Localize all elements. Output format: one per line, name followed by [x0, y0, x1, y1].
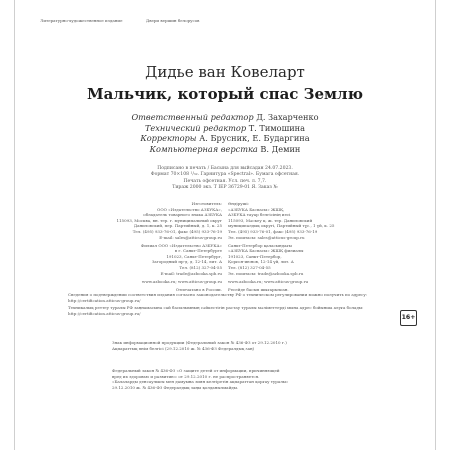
- credit-line: [0, 112, 450, 123]
- info-line: Филиал ООО «Издательство АЗБУКА»: [140, 242, 222, 248]
- credit-line: [0, 133, 450, 144]
- edition-note: Двери вершин белорусов: [146, 18, 200, 23]
- info-line: муниципалдық округі, Партийный тұс., 1 үй, к. 25: [228, 223, 335, 229]
- website-block: [80, 279, 222, 285]
- law-line: Ақпараттық өнім белгісі (29.12.2010 ж. № 436-ФЗ Федералдық заң): [112, 345, 255, 351]
- credit-role: Компьютерная верстка: [149, 143, 258, 154]
- credit-name: В. Демин: [260, 143, 301, 154]
- info-line: 191023, Санкт-Петербор,: [228, 253, 282, 259]
- info-line: www.azbooka.ru; www.atticus-group.ru: [141, 278, 222, 284]
- credits-block: [0, 112, 450, 154]
- info-line: Тел. (495) 933-76-01, факс (495) 933-76-19: [228, 228, 318, 234]
- print-line: Подписано в печать / Басына для выйсадан 24.07.2023.: [157, 166, 293, 171]
- info-line: Загородный пр-д, д. 12-14, лит. А: [151, 259, 222, 265]
- print-line: Печать офсетная. Усл. печ. л. 7,7.: [183, 178, 267, 184]
- credit-line: [0, 144, 450, 155]
- info-line: Тел. (812) 327-04-55: [228, 265, 271, 271]
- branch-block: [228, 243, 370, 277]
- age-rating-badge: 16+: [400, 310, 417, 326]
- info-line: ООО «Издательство АЗБУКА»,: [157, 206, 222, 212]
- credit-role: Ответственный редактор: [131, 112, 254, 122]
- branch-block: [80, 243, 222, 277]
- info-line: «АЗБУКА Баспасы» ЖШҚ,: [228, 206, 285, 212]
- certification-notes: [68, 292, 398, 318]
- credit-name: А. Брусник, Е. Бударгина: [199, 133, 310, 144]
- info-line: Өндіруші:: [228, 201, 249, 206]
- print-info: [0, 166, 450, 192]
- info-line: Ресейде басып шығарылған.: [228, 286, 289, 292]
- law-line: «Балаларды денсаулығы мен дамуына зиян келтіретін ақпараттан қорғау туралы»: [112, 379, 289, 385]
- info-line: Отпечатано в России.: [175, 286, 222, 292]
- note-paragraph: Техникалық реттеу туралы РФ заңнамасына сай басылымның сәйкестігін растау туралы мәліметтерді мына адрес бойынша алуға болады: http://certification.atticus-group.ru/: [68, 305, 364, 316]
- info-line: 115093, Мәскеу қ. ж. тер. Даниловский: [228, 217, 313, 223]
- credit-line: [0, 123, 450, 134]
- info-line: E-mail: trade@azbooka.spb.ru: [160, 270, 222, 276]
- publisher-info-ru: [80, 201, 222, 295]
- law-line: 29.12.2010 ж. № 436-ФЗ Федералдық заңы қолданылмайды.: [112, 384, 239, 390]
- website-block: [228, 279, 370, 285]
- info-line: Даниловский, пер. Партийный, д. 1, к. 25: [133, 223, 222, 229]
- info-line: Изготовитель:: [191, 201, 222, 206]
- info-line: 115093, Москва, вн. тер. г. муниципальный округ: [116, 217, 222, 223]
- info-line: Тел. (812) 327-04-55: [179, 265, 222, 271]
- law-line: вред их здоровью и развитию» от 29.12.2010 г. не распространяется.: [112, 373, 260, 379]
- info-line: АЗБУКА тауар белгісінің иесі: [228, 212, 291, 218]
- credit-role: Корректоры: [140, 133, 197, 144]
- author-name: Дидье ван Ковеларт: [145, 63, 305, 81]
- info-line: E-mail: sales@atticus-group.ru: [159, 234, 222, 240]
- print-line: Формат 70×108 ¹/₃₂. Гарнитура «Spectral». Бумага офсетная.: [150, 172, 300, 178]
- info-line: обладатель товарного знака АЗБУКА: [143, 212, 222, 218]
- info-line: 191023, Санкт-Петербург,: [166, 253, 222, 259]
- info-line: «АЗБУКА Баспасы» ЖШҚ филиалы: [228, 248, 304, 254]
- info-line: Эл. поштасы: trade@azbooka.spb.ru: [228, 270, 304, 276]
- info-line: Тел. (495) 933-76-01, факс (495) 933-76-19: [132, 228, 222, 234]
- info-product-sign: [112, 340, 372, 351]
- law-exemption: [112, 368, 382, 390]
- book-title: Мальчик, который спас Землю: [86, 85, 363, 103]
- credit-role: Технический редактор: [144, 122, 247, 133]
- law-line: Знак информационной продукции (Федеральный закон № 436-ФЗ от 29.12.2010 г.): [112, 340, 287, 345]
- credit-name: Д. Захарченко: [256, 112, 319, 122]
- print-line: Тираж 2000 экз. Т IEP 36729-01 Я. Заказ №: [172, 185, 278, 191]
- credit-name: Т. Тимошина: [248, 122, 306, 133]
- edition-type: Литературно-художественное издание: [40, 18, 123, 23]
- law-line: Федеральный закон № 436-ФЗ «О защите детей от информации, причиняющей: [112, 368, 280, 373]
- info-line: www.azbooka.ru; www.atticus-group.ru: [228, 278, 309, 284]
- info-line: Эл. поштасы: sales@atticus-group.ru: [228, 234, 305, 240]
- manufacturer-block: [80, 201, 222, 240]
- publisher-info-kz: [228, 201, 370, 295]
- info-line: в г. Санкт-Петербурге: [174, 248, 222, 254]
- info-line: Қорғоя-июнов, 12-14 үй, лит. А: [228, 259, 294, 265]
- note-paragraph: Сведения о подтверждении соответствия издания согласно законодательству РФ о техническом регулировании можно получить по адресу: http://certification.atticus-group.ru/: [68, 292, 368, 303]
- info-line: Санкт-Петербор қаласындағы: [228, 242, 292, 248]
- manufacturer-block: [228, 201, 370, 240]
